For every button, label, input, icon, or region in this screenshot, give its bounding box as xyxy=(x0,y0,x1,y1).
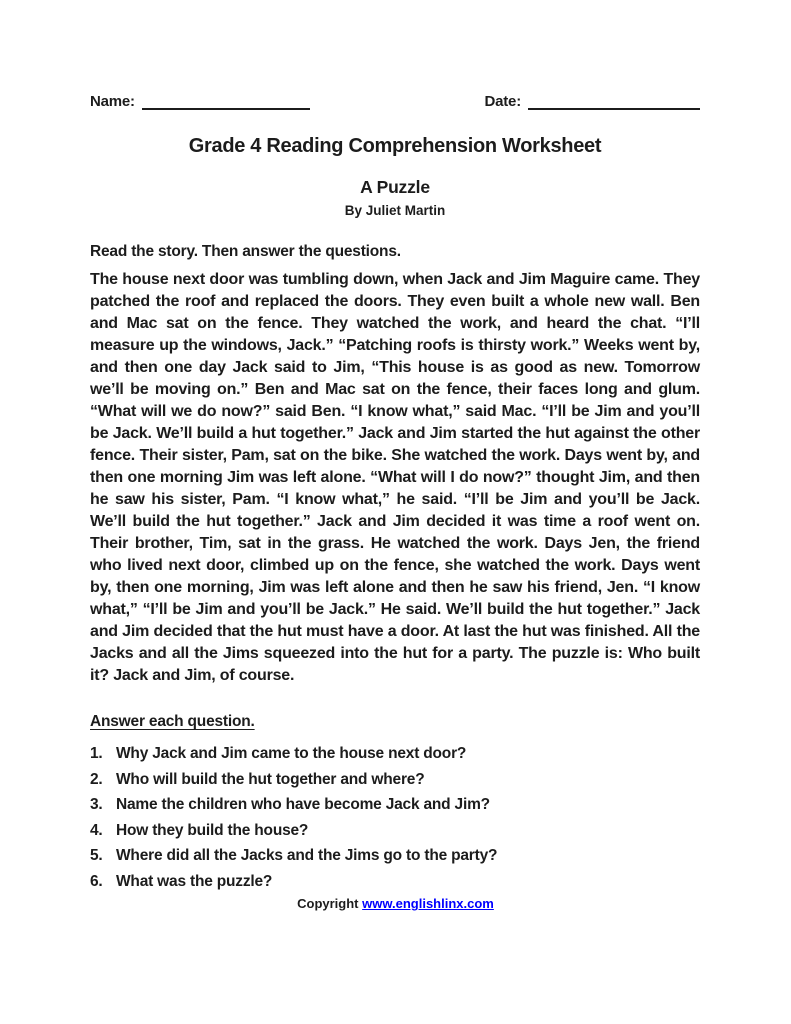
date-blank-line xyxy=(528,96,700,110)
question-number: 4. xyxy=(90,821,103,839)
date-field-group xyxy=(484,93,700,110)
name-label: Name: xyxy=(90,93,135,110)
englishlinx-link[interactable]: www.englishlinx.com xyxy=(362,896,494,911)
question-item xyxy=(90,869,700,895)
question-item xyxy=(90,843,700,869)
footer-copyright xyxy=(0,896,791,911)
name-field-group xyxy=(90,93,310,110)
header-row xyxy=(90,93,700,110)
story-title: A Puzzle xyxy=(360,177,430,197)
story-paragraph: The house next door was tumbling down, when Jack and Jim Maguire came. They patched the roof and replaced the doors. They even built a whole new wall. Ben and Mac sat on the fence. They watched the work, and heard the chat. “I’ll measure up the windows, Jack.” “Patching roofs is thirsty work.” Weeks went by, and then one day Jack said to Jim, “This house is as good as new. Tomorrow we’ll be moving on.” Ben and Mac sat on the fence, their faces long and glum. “What will we do now?” said Ben. “I know what,” said Mac. “I’ll be Jim and you’ll be Jack. We’ll build a hut together.” Jack and Jim started the hut against the other fence. Their sister, Pam, sat on the bike. She watched the work. Days went by, and then one morning Jim was left alone. “What will I do now?” thought Jim, and then he saw his sister, Pam. “I know what,” he said. “I’ll be Jim and you’ll be Jack. We’ll build the hut together.” Jack and Jim decided it was time a roof went on. Their brother, Tim, sat in the grass. He watched the work. Days Jen, the friend who lived next door, climbed up on the fence, she watched the work. Days went by, then one morning, Jim was left alone and then he saw his friend, Jen. “I know what,” “I’ll be Jim and you’ll be Jack.” He said. We’ll build the hut together.” Jack and Jim decided that the hut must have a door. At last the hut was finished. All the Jacks and all the Jims squeezed into the hut for a party. The puzzle is: Who built it? Jack and Jim, of course. xyxy=(90,271,700,684)
question-number: 3. xyxy=(90,796,103,813)
question-number: 5. xyxy=(90,847,103,864)
question-text: How they build the house? xyxy=(116,821,309,839)
question-text: What was the puzzle? xyxy=(116,872,273,890)
question-number: 6. xyxy=(90,872,103,890)
copyright-label: Copyright xyxy=(297,896,359,911)
questions-list xyxy=(90,741,700,894)
question-number: 2. xyxy=(90,770,103,788)
question-number: 1. xyxy=(90,745,103,762)
question-item xyxy=(90,792,700,818)
name-blank-line xyxy=(142,96,310,110)
story-byline: By Juliet Martin xyxy=(344,203,446,218)
questions-heading: Answer each question. xyxy=(90,713,255,730)
question-text: Who will build the hut together and where? xyxy=(116,770,425,788)
worksheet-title: Grade 4 Reading Comprehension Worksheet xyxy=(188,135,602,157)
instruction-text: Read the story. Then answer the questions. xyxy=(90,243,401,260)
question-item xyxy=(90,741,700,767)
date-label: Date: xyxy=(484,93,521,110)
question-item xyxy=(90,767,700,793)
question-item xyxy=(90,818,700,844)
question-text: Why Jack and Jim came to the house next door? xyxy=(116,745,467,762)
question-text: Name the children who have become Jack and Jim? xyxy=(116,796,490,813)
question-text: Where did all the Jacks and the Jims go to the party? xyxy=(116,847,498,864)
